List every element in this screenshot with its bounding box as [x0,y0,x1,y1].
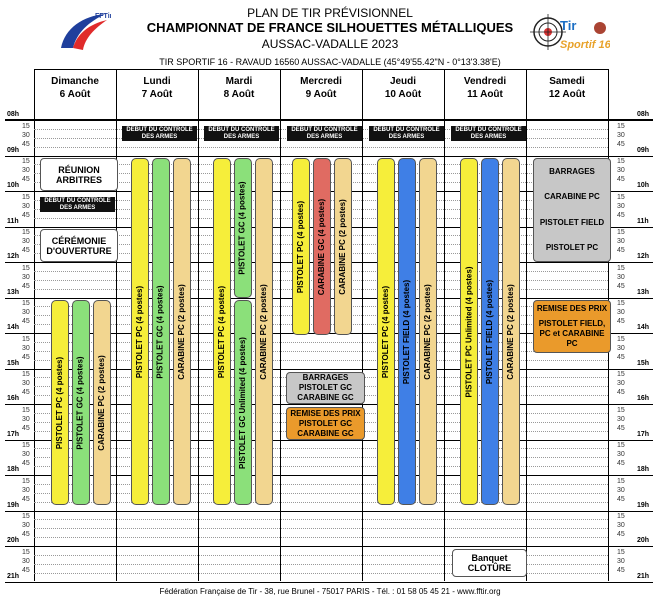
event-saturday-remise-des-prix [533,300,611,353]
minute-label-right: 15 [617,406,625,414]
minute-label-left: 15 [22,300,30,308]
sat-pistolet-pc-label: PISTOLET PC [545,243,599,253]
event-saturday-barrages [533,158,611,262]
minute-label-right: 15 [617,548,625,556]
minute-label-right: 45 [617,247,625,255]
minute-label-left: 30 [22,486,30,494]
minute-label-left: 45 [22,389,30,397]
grid-quarter-line [34,484,608,485]
location-line: TIR SPORTIF 16 - RAVAUD 16560 AUSSAC-VADALLE (45°49'55.42"N - 0°13'3.38'E) [159,57,501,67]
grid-hour-line [5,582,653,583]
event-wednesday-pistolet-pc: PISTOLET PC (4 postes) [292,158,310,335]
hour-label-left: 14h [7,324,20,331]
sat-carabine-pc-label: CARABINE PC [544,192,600,202]
minute-label-left: 30 [22,380,30,388]
sat-pistolet-field-label: PISTOLET FIELD [539,217,605,227]
day-header-thursday: Jeudi 10 Août [384,76,422,100]
sat-remise-label: REMISE DES PRIX [536,303,608,313]
banner-controle-thursday: DEBUT DU CONTROLE DES ARMES [369,126,444,141]
championship-title: CHAMPIONNAT DE FRANCE SILHOUETTES MÉTALLIQUES [146,20,514,35]
hour-label-right: 19h [637,501,650,509]
minute-label-right: 45 [617,211,625,219]
minute-label-right: 15 [617,513,625,521]
grid-quarter-line [34,537,608,538]
grid-hour-line [5,156,653,157]
minute-label-left: 15 [22,229,30,237]
hour-label-right: 08h [637,111,650,118]
hour-label-left: 11h [7,217,19,225]
minute-label-right: 30 [617,167,625,175]
event-ceremonie-ouverture: CÉRÉMONIE D'OUVERTURE [40,229,118,262]
grid-quarter-line [34,448,608,449]
minute-label-left: 45 [22,495,30,503]
minute-label-left: 15 [22,406,30,414]
event-wednesday-carabine-gc: CARABINE GC (4 postes) [313,158,331,335]
event-friday-carabine-pc: CARABINE PC (2 postes) [502,158,520,505]
hour-label-right: 16h [637,395,650,402]
grid-hour-line [5,546,653,547]
minute-label-left: 15 [22,513,30,521]
minute-label-right: 15 [617,229,625,237]
day-header-monday: Lundi 7 Août [141,76,173,100]
grid-quarter-line [34,457,608,458]
event-monday-carabine-pc: CARABINE PC (2 postes) [173,158,191,505]
minute-label-right: 30 [617,238,625,246]
plan-title: PLAN DE TIR PRÉVISIONNEL [247,6,413,20]
grid-quarter-line [34,502,608,503]
banner-controle-tuesday: DEBUT DU CONTROLE DES ARMES [204,126,279,141]
hour-label-right: 18h [637,466,650,473]
minute-label-left: 30 [22,557,30,565]
banner-controle-monday: DEBUT DU CONTROLE DES ARMES [122,126,197,141]
minute-label-right: 45 [617,318,625,326]
minute-label-left: 30 [22,522,30,530]
minute-label-left: 45 [22,353,30,361]
day-header-sunday: Dimanche 6 Août [51,76,99,100]
hour-label-left: 18h [7,466,20,473]
minute-label-left: 15 [22,122,30,130]
grid-quarter-line [34,466,608,467]
minute-label-right: 30 [617,522,625,530]
minute-label-right: 15 [617,477,625,485]
hour-label-left: 21h [7,572,20,580]
minute-label-left: 45 [22,140,30,148]
minute-label-right: 15 [617,158,625,166]
event-sunday-pistolet-pc: PISTOLET PC (4 postes) [51,300,69,505]
minute-label-left: 45 [22,211,30,219]
event-tuesday-pistolet-pc: PISTOLET PC (4 postes) [213,158,231,505]
minute-label-right: 30 [617,202,625,210]
minute-label-left: 30 [22,415,30,423]
hour-label-left: 20h [7,537,20,544]
minute-label-right: 30 [617,309,625,317]
hour-label-right: 14h [637,324,650,331]
minute-label-right: 15 [617,335,625,343]
minute-label-right: 45 [617,531,625,539]
event-monday-pistolet-pc: PISTOLET PC (4 postes) [131,158,149,505]
minute-label-right: 45 [617,353,625,361]
minute-label-left: 15 [22,548,30,556]
hour-label-right: 21h [637,572,650,580]
event-wednesday-carabine-pc: CARABINE PC (2 postes) [334,158,352,335]
event-friday-banquet: Banquet CLOTÛRE [452,549,527,577]
hour-label-left: 12h [7,253,20,260]
minute-label-right: 45 [617,389,625,397]
grid-quarter-line [34,519,608,520]
event-tuesday-pistolet-gc: PISTOLET GC (4 postes) [234,158,252,298]
svg-text:Sportif 16: Sportif 16 [560,39,610,51]
event-reunion-arbitres: RÉUNION ARBITRES [40,158,118,191]
minute-label-right: 45 [617,460,625,468]
minute-label-left: 30 [22,309,30,317]
minute-label-right: 30 [617,486,625,494]
day-header-wednesday: Mercredi 9 Août [300,76,342,100]
banner-controle-sunday: DEBUT DU CONTROLE DES ARMES [40,197,115,212]
minute-label-right: 45 [617,176,625,184]
minute-label-left: 15 [22,477,30,485]
sat-remise-detail: PISTOLET FIELD, PC et CARABINE PC [538,319,606,349]
minute-label-right: 15 [617,193,625,201]
minute-label-right: 45 [617,140,625,148]
grid-quarter-line [34,528,608,529]
minute-label-right: 15 [617,264,625,272]
event-thursday-carabine-pc: CARABINE PC (2 postes) [419,158,437,505]
grid-quarter-line [34,342,608,343]
minute-label-right: 15 [617,371,625,379]
day-header-tuesday: Mardi 8 Août [223,76,255,100]
minute-label-left: 45 [22,424,30,432]
grid-hour-line [5,511,653,512]
day-header-friday: Vendredi 11 Août [463,76,507,100]
minute-label-right: 30 [617,273,625,281]
minute-label-left: 45 [22,460,30,468]
minute-label-left: 45 [22,318,30,326]
hour-label-left: 15h [7,359,20,367]
minute-label-left: 30 [22,451,30,459]
hour-label-right: 15h [637,359,650,367]
event-monday-pistolet-gc: PISTOLET GC (4 postes) [152,158,170,505]
hour-label-left: 19h [7,501,20,509]
hour-label-left: 08h [7,111,20,118]
event-wednesday-barrages: BARRAGES PISTOLET GC CARABINE GC [286,372,365,404]
hour-label-left: 10h [7,182,20,189]
hour-label-left: 17h [7,430,20,438]
minute-label-right: 30 [617,131,625,139]
grid-quarter-line [34,360,608,361]
minute-label-left: 15 [22,193,30,201]
minute-label-right: 30 [617,344,625,352]
minute-label-right: 15 [617,300,625,308]
grid-quarter-line [34,493,608,494]
event-friday-pistolet-pc-unlimited: PISTOLET PC Unlimited (4 postes) [460,158,478,505]
minute-label-left: 15 [22,442,30,450]
minute-label-left: 45 [22,247,30,255]
minute-label-left: 15 [22,264,30,272]
minute-label-right: 45 [617,424,625,432]
grid-quarter-line [34,147,608,148]
event-tuesday-pistolet-gc-unlimited: PISTOLET GC Unlimited (4 postes) [234,300,252,505]
minute-label-left: 15 [22,335,30,343]
minute-label-right: 30 [617,380,625,388]
grid-quarter-line [34,351,608,352]
minute-label-right: 15 [617,442,625,450]
hour-label-right: 09h [637,146,650,154]
minute-label-left: 30 [22,131,30,139]
hour-label-right: 20h [637,537,650,544]
minute-label-left: 15 [22,371,30,379]
grid-hour-line [5,120,653,121]
minute-label-right: 15 [617,122,625,130]
minute-label-right: 45 [617,282,625,290]
tir-sportif-16-logo [530,8,610,56]
hour-label-right: 11h [637,217,649,225]
minute-label-left: 30 [22,202,30,210]
svg-text:FFTir: FFTir [95,13,111,20]
minute-label-left: 30 [22,167,30,175]
minute-label-left: 30 [22,238,30,246]
event-thursday-pistolet-pc: PISTOLET PC (4 postes) [377,158,395,505]
day-header-saturday: Samedi 12 Août [548,76,586,100]
minute-label-right: 30 [617,557,625,565]
event-sunday-carabine-pc: CARABINE PC (2 postes) [93,300,111,505]
footer-text: Fédération Française de Tir - 38, rue Brunel - 75017 PARIS - Tél. : 01 58 05 45 21 - www.fftir.org [159,587,501,596]
event-friday-pistolet-field: PISTOLET FIELD (4 postes) [481,158,499,505]
hour-label-right: 12h [637,253,650,260]
hour-label-right: 10h [637,182,650,189]
minute-label-right: 30 [617,451,625,459]
minute-label-left: 45 [22,176,30,184]
grid-top-border [34,69,608,70]
banner-controle-friday: DEBUT DU CONTROLE DES ARMES [451,126,526,141]
event-wednesday-remise-des-prix: REMISE DES PRIX PISTOLET GC CARABINE GC [286,407,365,440]
hour-label-right: 13h [637,288,650,296]
hour-label-right: 17h [637,430,650,438]
minute-label-right: 45 [617,566,625,574]
hour-label-left: 09h [7,146,20,154]
hour-label-left: 16h [7,395,20,402]
minute-label-right: 30 [617,415,625,423]
minute-label-left: 45 [22,531,30,539]
svg-text:Tir: Tir [560,18,577,33]
venue-year: AUSSAC-VADALLE 2023 [261,37,399,51]
minute-label-left: 45 [22,566,30,574]
sat-barrages-label: BARRAGES [549,166,595,176]
event-sunday-pistolet-gc: PISTOLET GC (4 postes) [72,300,90,505]
event-thursday-pistolet-field: PISTOLET FIELD (4 postes) [398,158,416,505]
minute-label-left: 15 [22,158,30,166]
minute-label-left: 45 [22,282,30,290]
minute-label-left: 30 [22,344,30,352]
event-tuesday-carabine-pc: CARABINE PC (2 postes) [255,158,273,505]
minute-label-right: 45 [617,495,625,503]
banner-controle-wednesday: DEBUT DU CONTROLE DES ARMES [287,126,362,141]
minute-label-left: 30 [22,273,30,281]
hour-label-left: 13h [7,288,20,296]
